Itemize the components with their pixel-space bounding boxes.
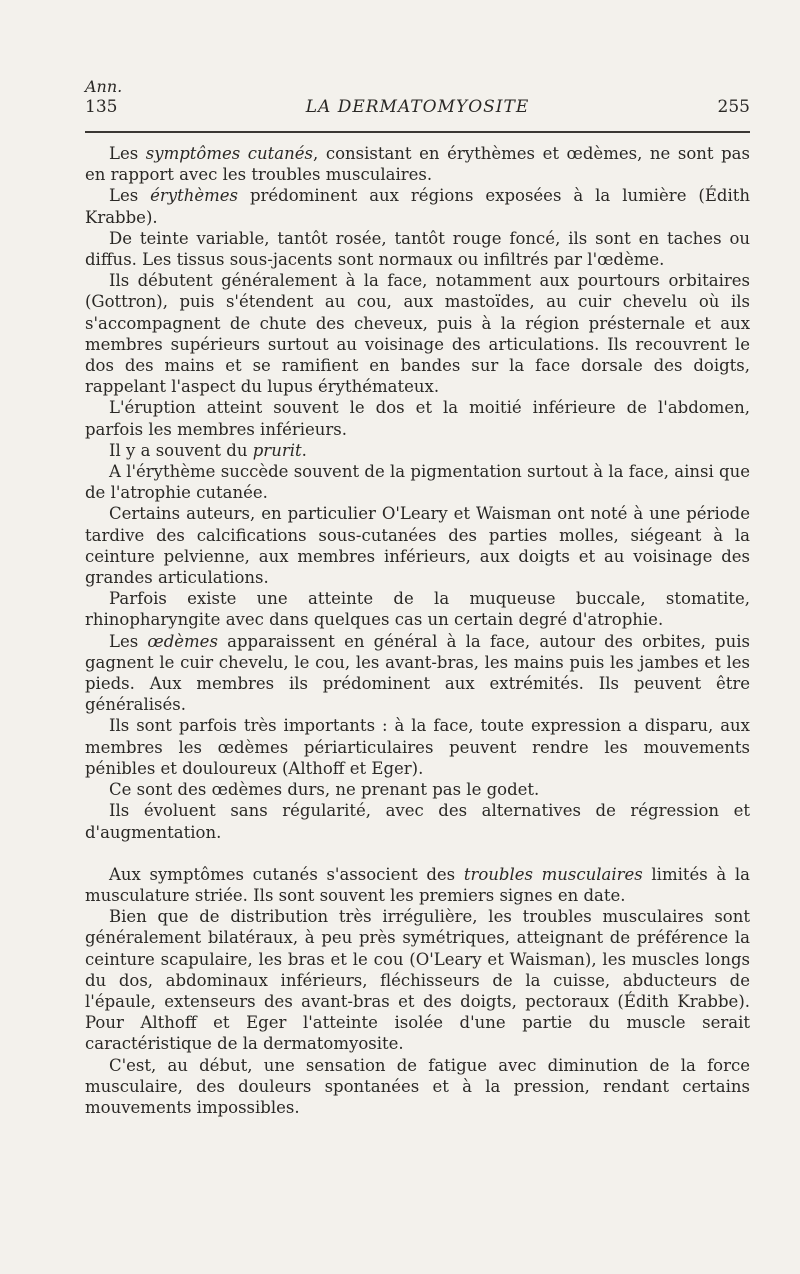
paragraph: Ils sont parfois très importants : à la face, toute expression a disparu, aux membres les œdèmes périarticulaires peuvent rendre les mouvements pénibles et douloureux (Althoff et Eger). [85,716,750,778]
paragraph: A l'érythème succède souvent de la pigmentation surtout à la face, ainsi que de l'atrophie cutanée. [85,462,750,503]
paragraph: L'éruption atteint souvent le dos et la moitié inférieure de l'abdomen, parfois les membres inférieurs. [85,398,750,439]
paragraph: Bien que de distribution très irrégulière, les troubles musculaires sont généralement bilatéraux, à peu près symétriques, atteignant de préférence la ceinture scapulaire, les bras et le cou (O'Leary et Waisman), les muscles longs du dos, abdominaux inférieurs, fléchisseurs de la cuisse, abducteurs de l'épaule, extenseurs des avant-bras et des doigts, pectoraux (Édith Krabbe). Pour Althoff et Eger l'atteinte isolée d'une partie du muscle serait caractéristique de la dermatomyosite. [85,907,750,1054]
paragraph: Il y a souvent du prurit. [109,440,307,460]
paragraph: Ce sont des œdèmes durs, ne prenant pas le godet. [109,780,540,800]
paragraph: Les œdèmes apparaissent en général à la face, autour des orbites, puis gagnent le cuir chevelu, le cou, les avant-bras, les mains puis les jambes et les pieds. Aux membres ils prédominent aux extrémités. Ils peuvent être généralisés. [85,631,750,715]
body-text [85,143,750,1118]
handwritten-annotation: Ann. [85,77,123,96]
paragraph: Aux symptômes cutanés s'associent des troubles musculaires limités à la musculature striée. Ils sont souvent les premiers signes en date. [85,864,751,905]
paragraph: Les symptômes cutanés, consistant en érythèmes et œdèmes, ne sont pas en rapport avec les troubles musculaires. [85,144,750,185]
paragraph: Ils débutent généralement à la face, notamment aux pourtours orbitaires (Gottron), puis s'étendent au cou, aux mastoïdes, au cuir chevelu où ils s'accompagnent de chute des cheveux, puis à la région présternale et aux membres supérieurs surtout au voisinage des articulations. Ils recouvrent le dos des mains et se ramifient en bandes sur la face dorsale des doigts, rappelant l'aspect du lupus érythémateux. [85,271,750,397]
running-title: LA DERMATOMYOSITE [305,97,530,117]
paragraph: De teinte variable, tantôt rosée, tantôt rouge foncé, ils sont en taches ou diffus. Les tissus sous-jacents sont normaux ou infiltrés par l'œdème. [85,228,750,270]
running-header [85,78,750,118]
paragraph: C'est, au début, une sensation de fatigue avec diminution de la force musculaire, des douleurs spontanées et à la pression, rendant certains mouvements impossibles. [85,1055,750,1117]
header-rule [85,131,750,133]
right-page-number: 255 [717,97,750,117]
paragraph: Les érythèmes prédominent aux régions exposées à la lumière (Édith Krabbe). [85,186,750,227]
paragraph: Parfois existe une atteinte de la muqueuse buccale, stomatite, rhinopharyngite avec dans quelques cas un certain degré d'atrophie. [85,589,750,630]
left-page-number: 135 [85,97,118,117]
paragraph: Ils évoluent sans régularité, avec des alternatives de régression et d'augmentation. [85,801,750,842]
paragraph: Certains auteurs, en particulier O'Leary et Waisman ont noté à une période tardive des calcifications sous-cutanées des parties molles, siégeant à la ceinture pelvienne, aux membres inférieurs, aux doigts et au voisinage des grandes articulations. [85,504,750,588]
